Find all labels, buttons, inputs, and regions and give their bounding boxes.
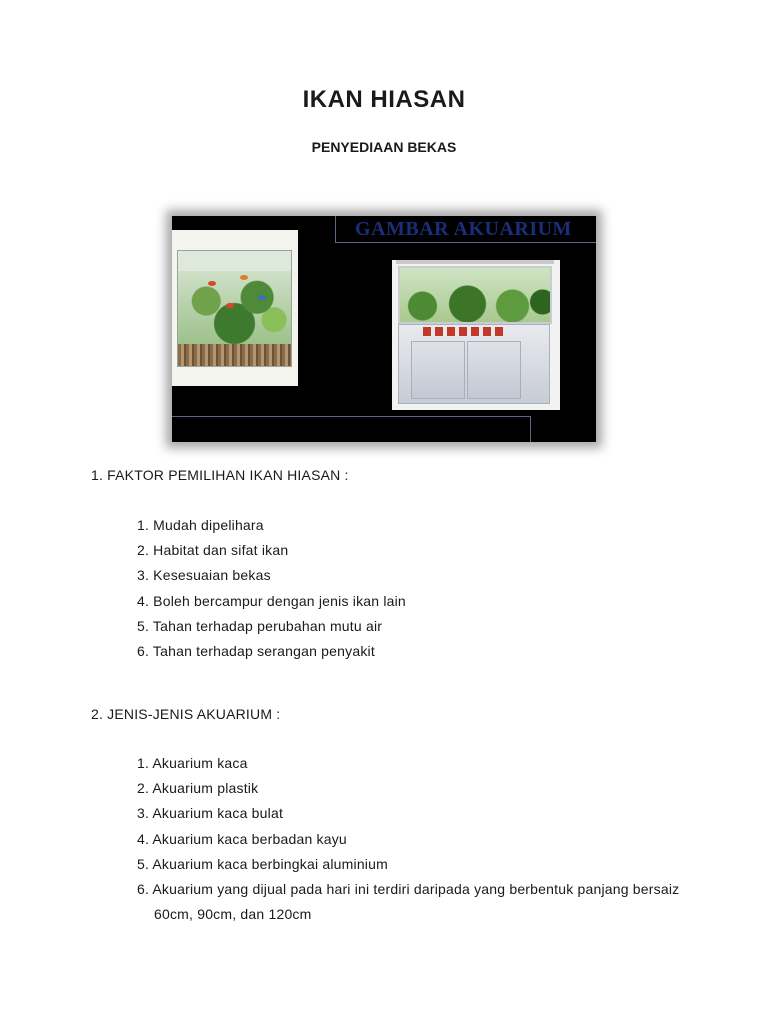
list-item: 1. Akuarium kaca [137,755,248,771]
factors-list [137,513,406,664]
fish [208,281,216,286]
tank-lamp [396,260,554,264]
aquarium-photo-cabinet [392,260,560,410]
section-heading-types: 2. JENIS-JENIS AKUARIUM : [91,706,281,722]
figure-caption: GAMBAR AKUARIUM [355,218,572,240]
aquarium-photo-small [172,230,298,386]
tank-long [398,266,552,324]
gravel [178,344,291,366]
page-subtitle: PENYEDIAAN BEKAS [311,139,457,155]
list-item: 6. Akuarium yang dijual pada hari ini terdiri daripada yang berbentuk panjang bersaiz 60cm, 90cm, dan 120cm [137,880,680,922]
list-item: 2. Akuarium plastik [137,780,259,797]
list-item: 5. Tahan terhadap perubahan mutu air [137,617,383,634]
cabinet-door-right [467,341,521,399]
section-heading-factors: 1. FAKTOR PEMILIHAN IKAN HIASAN : [91,467,349,483]
list-item: 5. Akuarium kaca berbingkai aluminium [137,855,388,872]
list-item: 1. Mudah dipelihara [137,517,264,533]
fish [258,295,266,300]
cabinet-door-left [411,341,465,399]
tank-small [177,250,292,367]
tank-cabinet [398,324,550,404]
plants [178,271,291,346]
list-item: 4. Boleh bercampur dengan jenis ikan lain [137,592,406,609]
frame-line-bottom [172,416,531,442]
list-item: 3. Akuarium kaca bulat [137,805,284,822]
fish [226,303,234,308]
list-item: 2. Habitat dan sifat ikan [137,542,289,559]
list-item: 4. Akuarium kaca berbadan kayu [137,830,347,847]
cabinet-shelf [423,327,503,336]
list-item: 6. Tahan terhadap serangan penyakit [137,642,375,659]
fish [240,275,248,280]
aquarium-figure [172,216,596,442]
aquarium-types-list [137,751,694,927]
plants [400,282,550,322]
list-item: 3. Kesesuaian bekas [137,567,271,584]
page-title: IKAN HIASAN [302,86,466,113]
